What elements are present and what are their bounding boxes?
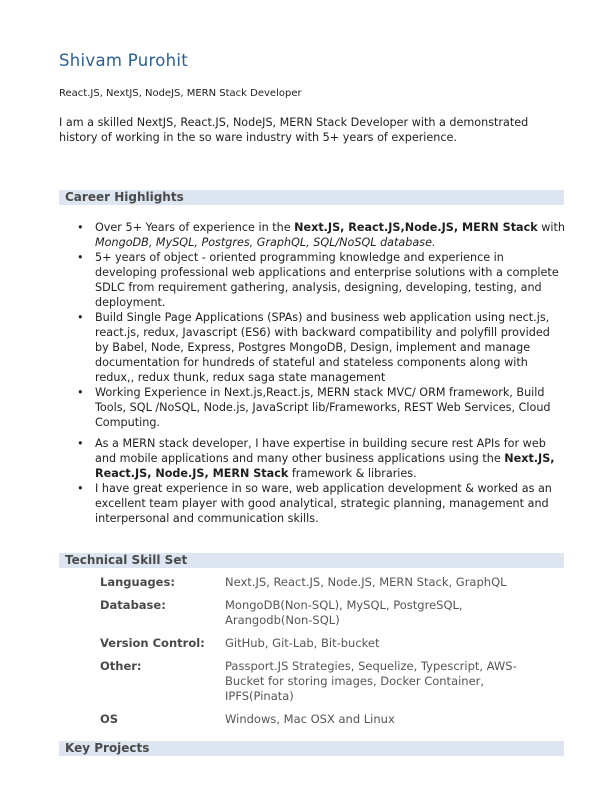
skill-row bbox=[100, 598, 560, 628]
skill-value: Next.JS, React.JS, Node.JS, MERN Stack, GraphQL bbox=[225, 575, 507, 589]
skill-value: MongoDB(Non-SQL), MySQL, PostgreSQL, Arangodb(Non-SQL) bbox=[225, 598, 463, 627]
career-bullet: • Build Single Page Applications (SPAs) and business web application using nect.js, react.js, redux, Javascript (ES6) with backward compatibility and polyfill provided by Babel, Node, Express, Postgres MongoDB, Design, implement and manage documentation for hundreds of stateful and stateless components along with redux,, redux thunk, redux saga state management bbox=[75, 310, 565, 385]
career-highlights-list bbox=[75, 220, 565, 526]
key-projects-heading: Key Projects bbox=[59, 741, 564, 756]
career-bullet: • Working Experience in Next.js,React.js, MERN stack MVC/ ORM framework, Build Tools, SQL /NoSQL, Node.js, JavaScript lib/Frameworks, REST Web Services, Cloud Computing. bbox=[75, 385, 565, 430]
technical-skills-table bbox=[100, 575, 560, 735]
skill-label: Version Control: bbox=[100, 636, 205, 650]
candidate-subtitle: React.JS, NextJS, NodeJS, MERN Stack Developer bbox=[59, 88, 302, 99]
skill-label: Database: bbox=[100, 598, 166, 612]
career-bullet: • As a MERN stack developer, I have expertise in building secure rest APIs for web and mobile applications and many other business applications using the Next.JS, React.JS, Node.JS, MERN Stack framework & libraries. bbox=[75, 436, 565, 481]
skill-row bbox=[100, 659, 560, 704]
career-bullet: • Over 5+ Years of experience in the Next.JS, React.JS,Node.JS, MERN Stack with MongoDB, MySQL, Postgres, GraphQL, SQL/NoSQL database. bbox=[75, 220, 565, 250]
technical-skills-heading: Technical Skill Set bbox=[59, 553, 564, 568]
summary-paragraph: I am a skilled NextJS, React.JS, NodeJS, MERN Stack Developer with a demonstrated history of working in the so ware industry with 5+ years of experience. bbox=[59, 116, 529, 144]
candidate-name: Shivam Purohit bbox=[59, 51, 189, 70]
career-bullet: • 5+ years of object - oriented programming knowledge and experience in developing professional web applications and enterprise solutions with a complete SDLC from requirement gathering, analysis, designing, developing, testing, and deployment. bbox=[75, 250, 565, 310]
skill-row bbox=[100, 575, 560, 590]
skill-value: Passport.JS Strategies, Sequelize, Typescript, AWS-Bucket for storing images, Docker Container, IPFS(Pinata) bbox=[225, 659, 517, 703]
skill-label: Languages: bbox=[100, 575, 175, 589]
career-bullet: • I have great experience in so ware, web application development & worked as an excellent team player with good analytical, strategic planning, management and interpersonal and communication skills. bbox=[75, 481, 565, 526]
skill-value: GitHub, Git-Lab, Bit-bucket bbox=[225, 636, 380, 650]
career-highlights-heading: Career Highlights bbox=[59, 190, 564, 205]
skill-label: Other: bbox=[100, 659, 142, 673]
skill-label: OS bbox=[100, 712, 119, 726]
skill-row bbox=[100, 712, 560, 727]
skill-row bbox=[100, 636, 560, 651]
skill-value: Windows, Mac OSX and Linux bbox=[225, 712, 395, 726]
